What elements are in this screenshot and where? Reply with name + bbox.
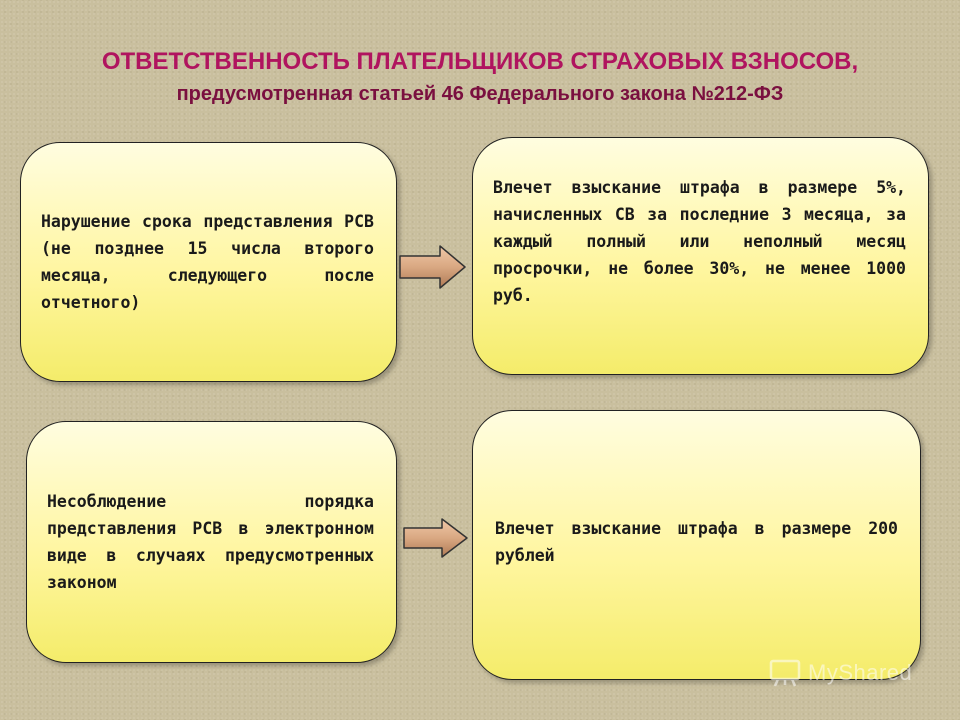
penalty-box-fixed <box>472 410 921 680</box>
violation-box-deadline <box>20 142 397 382</box>
slide-title <box>0 46 960 110</box>
right-arrow-icon <box>398 244 468 290</box>
title-line-1: ОТВЕТСТВЕННОСТЬ ПЛАТЕЛЬЩИКОВ СТРАХОВЫХ ВЗНОСОВ, <box>101 48 859 75</box>
right-arrow-icon <box>402 517 470 559</box>
penalty-box-percent <box>472 137 929 375</box>
watermark-text: MyShared <box>808 660 913 685</box>
violation-box-electronic <box>26 421 397 663</box>
penalty-text-fixed: Влечет взыскание штрафа в размере 200 рублей <box>495 519 898 565</box>
violation-text-electronic: Несоблюдение порядка представления РСВ в электронном виде в случаях предусмотренных законом <box>47 492 374 592</box>
title-line-2: предусмотренная статьей 46 Федерального закона №212-ФЗ <box>176 83 784 105</box>
penalty-text-percent: Влечет взыскание штрафа в размере 5%, начисленных СВ за последние 3 месяца, за каждый полный или неполный месяц просрочки, не более 30%, не менее 1000 руб. <box>493 178 906 305</box>
watermark <box>768 658 912 688</box>
projector-screen-icon <box>768 658 802 688</box>
violation-text-deadline: Нарушение срока представления РСВ (не позднее 15 числа второго месяца, следующего после отчетного) <box>41 212 374 312</box>
